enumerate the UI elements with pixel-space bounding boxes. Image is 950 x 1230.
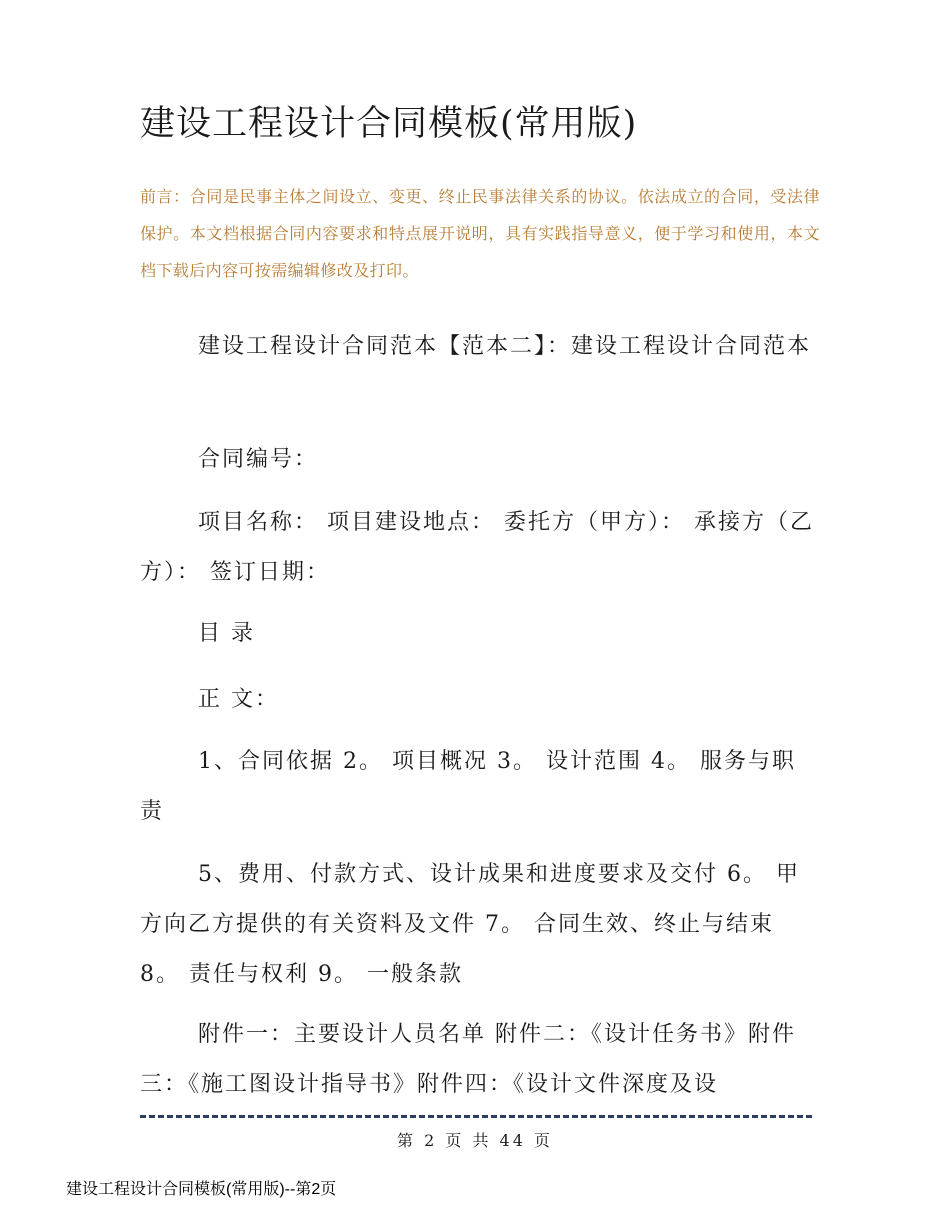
footer-divider <box>140 1115 812 1118</box>
paragraph-toc-items-2: 5、费用、付款方式、设计成果和进度要求及交付 6。 甲方向乙方提供的有关资料及文件 7。 合同生效、终止与结束 8。 责任与权利 9。 一般条款 <box>140 862 800 987</box>
paragraph-toc-heading: 目 录 <box>198 621 255 646</box>
page-number: 第 2 页 共 44 页 <box>397 1131 553 1150</box>
page-caption: 建设工程设计合同模板(常用版)--第2页 <box>66 1181 337 1198</box>
paragraph-attachments: 附件一：主要设计人员名单 附件二：《设计任务书》附件三：《施工图设计指导书》附件四：《设计文件深度及设 <box>140 1022 796 1097</box>
preface-text: 前言：合同是民事主体之间设立、变更、终止民事法律关系的协议。依法成立的合同，受法律保护。本文档根据合同内容要求和特点展开说明，具有实践指导意义，便于学习和使用，本文档下载后内容可按需编辑修改及打印。 <box>140 187 820 280</box>
paragraph-toc-items-1: 1、合同依据 2。 项目概况 3。 设计范围 4。 服务与职责 <box>140 749 796 824</box>
paragraph-heading: 建设工程设计合同范本【范本二】：建设工程设计合同范本 <box>198 334 812 359</box>
paragraph-contract-number: 合同编号： <box>198 447 319 472</box>
paragraph-body-heading: 正 文： <box>198 687 279 712</box>
document-title: 建设工程设计合同模板(常用版) <box>140 104 638 144</box>
paragraph-project-info: 项目名称： 项目建设地点： 委托方（甲方）： 承接方（乙方）： 签订日期： <box>140 510 814 585</box>
